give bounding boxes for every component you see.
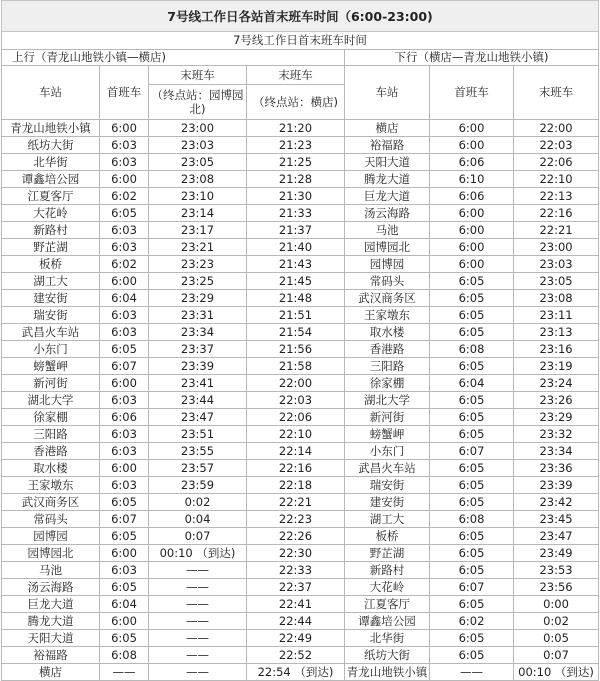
down-first-train-cell: 6:06 xyxy=(430,154,514,171)
down-station-cell: 纸坊大街 xyxy=(345,647,430,664)
down-last-train-cell: 00:10 （到达) xyxy=(514,664,599,681)
down-station-cell: 大花岭 xyxy=(345,579,430,596)
up-last-train-hengdian-cell: 22:52 xyxy=(247,647,345,664)
down-last-train-cell: 23:56 xyxy=(514,579,599,596)
down-first-train-cell: 6:05 xyxy=(430,596,514,613)
table-row xyxy=(2,511,599,528)
down-first-train-cell: 6:05 xyxy=(430,409,514,426)
table-row xyxy=(2,341,599,358)
down-first-train-cell: 6:00 xyxy=(430,256,514,273)
up-last-train-yuanboyuanbei-cell: 23:34 xyxy=(149,324,247,341)
up-first-train-cell: 6:05 xyxy=(100,205,149,222)
up-station-cell: 武汉商务区 xyxy=(2,494,100,511)
down-station-cell: 汤云海路 xyxy=(345,205,430,222)
up-last-train-yuanboyuanbei-cell: 23:47 xyxy=(149,409,247,426)
up-first-train-cell: 6:03 xyxy=(100,392,149,409)
up-first-train-cell: 6:00 xyxy=(100,273,149,290)
down-first-train-cell: 6:02 xyxy=(430,613,514,630)
table-row xyxy=(2,171,599,188)
down-last-train-cell: 23:08 xyxy=(514,290,599,307)
up-last-train-yuanboyuanbei-cell: —— xyxy=(149,596,247,613)
down-last-train-header: 末班车 xyxy=(514,66,599,120)
down-station-cell: 马池 xyxy=(345,222,430,239)
down-station-cell: 裕福路 xyxy=(345,137,430,154)
up-station-cell: 小东门 xyxy=(2,341,100,358)
up-last-train-yuanboyuanbei-cell: 23:23 xyxy=(149,256,247,273)
down-station-cell: 湖工大 xyxy=(345,511,430,528)
down-last-train-cell: 0:07 xyxy=(514,647,599,664)
down-first-train-cell: 6:00 xyxy=(430,137,514,154)
down-first-train-cell: 6:05 xyxy=(430,324,514,341)
timetable xyxy=(1,0,599,681)
down-first-train-cell: 6:05 xyxy=(430,290,514,307)
down-first-train-header: 首班车 xyxy=(430,66,514,120)
table-row xyxy=(2,528,599,545)
down-last-train-cell: 22:03 xyxy=(514,137,599,154)
down-station-cell: 三阳路 xyxy=(345,358,430,375)
up-station-cell: 湖工大 xyxy=(2,273,100,290)
up-first-train-header: 首班车 xyxy=(100,66,149,120)
down-last-train-cell: 23:32 xyxy=(514,426,599,443)
up-last-train-hengdian-cell: 21:58 xyxy=(247,358,345,375)
up-station-cell: 巨龙大道 xyxy=(2,596,100,613)
down-station-cell: 板桥 xyxy=(345,528,430,545)
table-row xyxy=(2,392,599,409)
up-last-train-hengdian-cell: 22:23 xyxy=(247,511,345,528)
up-last-train-hengdian-cell: 22:41 xyxy=(247,596,345,613)
down-last-train-cell: 23:47 xyxy=(514,528,599,545)
down-station-cell: 瑞安街 xyxy=(345,477,430,494)
up-last-train-hengdian-cell: 21:30 xyxy=(247,188,345,205)
table-row xyxy=(2,460,599,477)
table-row xyxy=(2,358,599,375)
up-last-train-yuanboyuanbei-cell: 23:05 xyxy=(149,154,247,171)
up-last-train-yuanboyuanbei-cell: 23:08 xyxy=(149,171,247,188)
down-last-train-cell: 0:02 xyxy=(514,613,599,630)
table-row xyxy=(2,664,599,681)
down-direction-header: 下行（横店—青龙山地铁小镇) xyxy=(345,50,599,66)
up-terminal-yuanboyuanbei: （终点站：园博园北) xyxy=(149,85,247,120)
up-first-train-cell: 6:03 xyxy=(100,307,149,324)
up-last-train-hengdian-cell: 22:30 xyxy=(247,545,345,562)
up-last-train-hengdian-cell: 22:10 xyxy=(247,426,345,443)
down-first-train-cell: 6:05 xyxy=(430,392,514,409)
down-last-train-cell: 23:05 xyxy=(514,273,599,290)
down-last-train-cell: 23:42 xyxy=(514,494,599,511)
table-row xyxy=(2,205,599,222)
up-first-train-cell: 6:03 xyxy=(100,154,149,171)
up-last-train-hengdian-cell: 21:51 xyxy=(247,307,345,324)
down-last-train-cell: 0:05 xyxy=(514,630,599,647)
down-first-train-cell: 6:05 xyxy=(430,273,514,290)
down-station-cell: 湖北大学 xyxy=(345,392,430,409)
up-station-cell: 瑞安街 xyxy=(2,307,100,324)
up-station-cell: 新路村 xyxy=(2,222,100,239)
up-last-train-yuanboyuanbei-cell: 23:25 xyxy=(149,273,247,290)
up-last-train-yuanboyuanbei-cell: —— xyxy=(149,647,247,664)
up-first-train-cell: 6:00 xyxy=(100,460,149,477)
up-last-train-hengdian-cell: 21:33 xyxy=(247,205,345,222)
down-first-train-cell: 6:05 xyxy=(430,460,514,477)
down-last-train-cell: 23:36 xyxy=(514,460,599,477)
down-station-cell: 螃蟹岬 xyxy=(345,426,430,443)
down-first-train-cell: 6:07 xyxy=(430,443,514,460)
down-first-train-cell: 6:00 xyxy=(430,205,514,222)
down-last-train-cell: 22:00 xyxy=(514,120,599,137)
down-last-train-cell: 22:10 xyxy=(514,171,599,188)
down-station-cell: 新路村 xyxy=(345,562,430,579)
down-first-train-cell: 6:05 xyxy=(430,545,514,562)
up-last-train-hengdian-cell: 22:06 xyxy=(247,409,345,426)
table-row xyxy=(2,545,599,562)
table-row xyxy=(2,256,599,273)
up-first-train-cell: 6:03 xyxy=(100,222,149,239)
up-last-train-yuanboyuanbei-cell: 23:29 xyxy=(149,290,247,307)
up-station-cell: 大花岭 xyxy=(2,205,100,222)
up-station-cell: 武昌火车站 xyxy=(2,324,100,341)
down-station-cell: 园博园北 xyxy=(345,239,430,256)
up-last-train-hengdian-cell: 21:56 xyxy=(247,341,345,358)
down-first-train-cell: 6:10 xyxy=(430,171,514,188)
up-last-train-yuanboyuanbei-cell: 23:55 xyxy=(149,443,247,460)
table-row xyxy=(2,375,599,392)
up-last-train-header-a: 末班车 xyxy=(149,66,247,85)
down-last-train-cell: 23:13 xyxy=(514,324,599,341)
up-station-cell: 纸坊大街 xyxy=(2,137,100,154)
down-station-cell: 武汉商务区 xyxy=(345,290,430,307)
up-last-train-yuanboyuanbei-cell: —— xyxy=(149,664,247,681)
up-last-train-yuanboyuanbei-cell: 23:51 xyxy=(149,426,247,443)
table-row xyxy=(2,596,599,613)
up-last-train-hengdian-cell: 22:03 xyxy=(247,392,345,409)
down-last-train-cell: 22:16 xyxy=(514,205,599,222)
up-first-train-cell: 6:04 xyxy=(100,596,149,613)
down-last-train-cell: 23:03 xyxy=(514,256,599,273)
down-station-cell: 徐家棚 xyxy=(345,375,430,392)
up-last-train-hengdian-cell: 21:54 xyxy=(247,324,345,341)
table-row xyxy=(2,307,599,324)
up-last-train-hengdian-cell: 22:26 xyxy=(247,528,345,545)
up-first-train-cell: 6:00 xyxy=(100,613,149,630)
up-first-train-cell: 6:06 xyxy=(100,409,149,426)
up-station-cell: 天阳大道 xyxy=(2,630,100,647)
down-first-train-cell: 6:05 xyxy=(430,494,514,511)
up-first-train-cell: 6:03 xyxy=(100,562,149,579)
table-row xyxy=(2,494,599,511)
table-subtitle: 7号线工作日首末班车时间 xyxy=(2,32,599,50)
up-station-cell: 野芷湖 xyxy=(2,239,100,256)
up-first-train-cell: 6:03 xyxy=(100,426,149,443)
up-first-train-cell: 6:00 xyxy=(100,120,149,137)
up-station-cell: 腾龙大道 xyxy=(2,613,100,630)
up-last-train-hengdian-cell: 21:45 xyxy=(247,273,345,290)
up-last-train-yuanboyuanbei-cell: 23:41 xyxy=(149,375,247,392)
down-last-train-cell: 22:21 xyxy=(514,222,599,239)
table-row xyxy=(2,290,599,307)
up-first-train-cell: 6:05 xyxy=(100,528,149,545)
down-first-train-cell: 6:05 xyxy=(430,307,514,324)
up-station-cell: 江夏客厅 xyxy=(2,188,100,205)
up-station-cell: 谭鑫培公园 xyxy=(2,171,100,188)
up-first-train-cell: 6:04 xyxy=(100,290,149,307)
down-first-train-cell: —— xyxy=(430,664,514,681)
up-last-train-hengdian-cell: 21:40 xyxy=(247,239,345,256)
up-last-train-yuanboyuanbei-cell: 23:00 xyxy=(149,120,247,137)
table-row xyxy=(2,613,599,630)
down-first-train-cell: 6:08 xyxy=(430,511,514,528)
down-first-train-cell: 6:00 xyxy=(430,120,514,137)
up-last-train-yuanboyuanbei-cell: —— xyxy=(149,630,247,647)
table-row xyxy=(2,647,599,664)
down-station-cell: 建安街 xyxy=(345,494,430,511)
up-direction-header: 上行（青龙山地铁小镇—横店) xyxy=(2,50,345,66)
down-last-train-cell: 23:11 xyxy=(514,307,599,324)
down-last-train-cell: 23:53 xyxy=(514,562,599,579)
up-last-train-hengdian-cell: 22:49 xyxy=(247,630,345,647)
down-last-train-cell: 23:16 xyxy=(514,341,599,358)
up-last-train-yuanboyuanbei-cell: —— xyxy=(149,579,247,596)
up-station-cell: 新河街 xyxy=(2,375,100,392)
up-last-train-hengdian-cell: 22:21 xyxy=(247,494,345,511)
down-station-cell: 天阳大道 xyxy=(345,154,430,171)
up-last-train-yuanboyuanbei-cell: 23:39 xyxy=(149,358,247,375)
up-last-train-yuanboyuanbei-cell: 23:03 xyxy=(149,137,247,154)
up-last-train-hengdian-cell: 22:00 xyxy=(247,375,345,392)
table-title: 7号线工作日各站首末班车时间（6:00-23:00) xyxy=(2,1,599,32)
up-first-train-cell: 6:03 xyxy=(100,443,149,460)
down-station-cell: 江夏客厅 xyxy=(345,596,430,613)
down-station-cell: 谭鑫培公园 xyxy=(345,613,430,630)
up-first-train-cell: —— xyxy=(100,664,149,681)
table-row xyxy=(2,477,599,494)
down-first-train-cell: 6:05 xyxy=(430,477,514,494)
table-row xyxy=(2,426,599,443)
down-last-train-cell: 22:06 xyxy=(514,154,599,171)
up-last-train-yuanboyuanbei-cell: 00:10 （到达) xyxy=(149,545,247,562)
up-station-cell: 香港路 xyxy=(2,443,100,460)
up-last-train-hengdian-cell: 22:33 xyxy=(247,562,345,579)
table-row xyxy=(2,443,599,460)
down-last-train-cell: 22:13 xyxy=(514,188,599,205)
down-station-cell: 新河街 xyxy=(345,409,430,426)
up-first-train-cell: 6:05 xyxy=(100,494,149,511)
down-first-train-cell: 6:04 xyxy=(430,375,514,392)
down-last-train-cell: 0:00 xyxy=(514,596,599,613)
table-row xyxy=(2,562,599,579)
down-first-train-cell: 6:00 xyxy=(430,222,514,239)
up-last-train-yuanboyuanbei-cell: 23:21 xyxy=(149,239,247,256)
down-first-train-cell: 6:05 xyxy=(430,562,514,579)
down-station-cell: 武昌火车站 xyxy=(345,460,430,477)
up-last-train-yuanboyuanbei-cell: 23:44 xyxy=(149,392,247,409)
up-station-cell: 王家墩东 xyxy=(2,477,100,494)
up-last-train-yuanboyuanbei-cell: 23:31 xyxy=(149,307,247,324)
up-last-train-yuanboyuanbei-cell: 23:14 xyxy=(149,205,247,222)
up-last-train-hengdian-cell: 21:28 xyxy=(247,171,345,188)
up-station-cell: 园博园 xyxy=(2,528,100,545)
up-last-train-yuanboyuanbei-cell: 0:07 xyxy=(149,528,247,545)
table-row xyxy=(2,324,599,341)
up-station-cell: 裕福路 xyxy=(2,647,100,664)
down-station-cell: 野芷湖 xyxy=(345,545,430,562)
up-last-train-yuanboyuanbei-cell: —— xyxy=(149,562,247,579)
down-first-train-cell: 6:05 xyxy=(430,647,514,664)
down-first-train-cell: 6:08 xyxy=(430,341,514,358)
table-row xyxy=(2,222,599,239)
up-station-cell: 青龙山地铁小镇 xyxy=(2,120,100,137)
down-station-cell: 青龙山地铁小镇 xyxy=(345,664,430,681)
down-station-cell: 王家墩东 xyxy=(345,307,430,324)
up-last-train-hengdian-cell: 21:25 xyxy=(247,154,345,171)
up-last-train-yuanboyuanbei-cell: 23:37 xyxy=(149,341,247,358)
up-last-train-yuanboyuanbei-cell: —— xyxy=(149,613,247,630)
up-first-train-cell: 6:07 xyxy=(100,358,149,375)
up-station-cell: 建安街 xyxy=(2,290,100,307)
up-first-train-cell: 6:07 xyxy=(100,511,149,528)
up-first-train-cell: 6:03 xyxy=(100,477,149,494)
down-last-train-cell: 23:26 xyxy=(514,392,599,409)
up-last-train-hengdian-cell: 22:14 xyxy=(247,443,345,460)
up-last-train-yuanboyuanbei-cell: 23:17 xyxy=(149,222,247,239)
up-last-train-hengdian-cell: 21:23 xyxy=(247,137,345,154)
up-last-train-header-b: 末班车 xyxy=(247,66,345,85)
table-row xyxy=(2,188,599,205)
down-first-train-cell: 6:05 xyxy=(430,426,514,443)
table-row xyxy=(2,154,599,171)
up-last-train-hengdian-cell: 22:44 xyxy=(247,613,345,630)
down-last-train-cell: 23:34 xyxy=(514,443,599,460)
up-last-train-hengdian-cell: 21:37 xyxy=(247,222,345,239)
down-station-cell: 园博园 xyxy=(345,256,430,273)
table-row xyxy=(2,120,599,137)
down-station-cell: 腾龙大道 xyxy=(345,171,430,188)
down-last-train-cell: 23:39 xyxy=(514,477,599,494)
down-first-train-cell: 6:00 xyxy=(430,239,514,256)
down-station-cell: 北华街 xyxy=(345,630,430,647)
up-terminal-hengdian: （终点站：横店) xyxy=(247,85,345,120)
up-station-cell: 取水楼 xyxy=(2,460,100,477)
table-row xyxy=(2,273,599,290)
up-first-train-cell: 6:03 xyxy=(100,324,149,341)
up-first-train-cell: 6:00 xyxy=(100,375,149,392)
up-first-train-cell: 6:02 xyxy=(100,256,149,273)
up-last-train-hengdian-cell: 22:16 xyxy=(247,460,345,477)
down-last-train-cell: 23:49 xyxy=(514,545,599,562)
up-station-header: 车站 xyxy=(2,66,100,120)
table-row xyxy=(2,409,599,426)
table-row xyxy=(2,579,599,596)
down-station-cell: 巨龙大道 xyxy=(345,188,430,205)
down-station-cell: 横店 xyxy=(345,120,430,137)
up-last-train-hengdian-cell: 22:37 xyxy=(247,579,345,596)
down-station-cell: 香港路 xyxy=(345,341,430,358)
down-station-cell: 常码头 xyxy=(345,273,430,290)
up-last-train-hengdian-cell: 21:43 xyxy=(247,256,345,273)
table-row xyxy=(2,239,599,256)
up-first-train-cell: 6:02 xyxy=(100,188,149,205)
up-station-cell: 园博园北 xyxy=(2,545,100,562)
down-first-train-cell: 6:06 xyxy=(430,188,514,205)
up-first-train-cell: 6:00 xyxy=(100,171,149,188)
up-station-cell: 马池 xyxy=(2,562,100,579)
up-last-train-hengdian-cell: 22:54 （到达) xyxy=(247,664,345,681)
down-first-train-cell: 6:05 xyxy=(430,528,514,545)
down-last-train-cell: 23:24 xyxy=(514,375,599,392)
up-last-train-yuanboyuanbei-cell: 0:02 xyxy=(149,494,247,511)
up-first-train-cell: 6:00 xyxy=(100,545,149,562)
up-first-train-cell: 6:03 xyxy=(100,137,149,154)
up-last-train-yuanboyuanbei-cell: 0:04 xyxy=(149,511,247,528)
down-last-train-cell: 23:00 xyxy=(514,239,599,256)
up-first-train-cell: 6:03 xyxy=(100,239,149,256)
up-last-train-hengdian-cell: 22:18 xyxy=(247,477,345,494)
up-station-cell: 徐家棚 xyxy=(2,409,100,426)
up-station-cell: 三阳路 xyxy=(2,426,100,443)
up-station-cell: 汤云海路 xyxy=(2,579,100,596)
down-last-train-cell: 23:45 xyxy=(514,511,599,528)
up-first-train-cell: 6:08 xyxy=(100,647,149,664)
up-first-train-cell: 6:05 xyxy=(100,579,149,596)
up-first-train-cell: 6:05 xyxy=(100,341,149,358)
table-row xyxy=(2,630,599,647)
timetable-sheet xyxy=(1,0,598,681)
up-station-cell: 横店 xyxy=(2,664,100,681)
down-first-train-cell: 6:05 xyxy=(430,630,514,647)
down-first-train-cell: 6:07 xyxy=(430,579,514,596)
up-last-train-hengdian-cell: 21:48 xyxy=(247,290,345,307)
up-station-cell: 常码头 xyxy=(2,511,100,528)
up-station-cell: 湖北大学 xyxy=(2,392,100,409)
up-last-train-yuanboyuanbei-cell: 23:57 xyxy=(149,460,247,477)
down-station-cell: 取水楼 xyxy=(345,324,430,341)
table-row xyxy=(2,137,599,154)
down-last-train-cell: 23:29 xyxy=(514,409,599,426)
down-last-train-cell: 23:19 xyxy=(514,358,599,375)
up-station-cell: 螃蟹岬 xyxy=(2,358,100,375)
up-station-cell: 北华街 xyxy=(2,154,100,171)
up-last-train-yuanboyuanbei-cell: 23:10 xyxy=(149,188,247,205)
down-station-header: 车站 xyxy=(345,66,430,120)
up-first-train-cell: 6:05 xyxy=(100,630,149,647)
down-station-cell: 小东门 xyxy=(345,443,430,460)
up-last-train-hengdian-cell: 21:20 xyxy=(247,120,345,137)
up-last-train-yuanboyuanbei-cell: 23:59 xyxy=(149,477,247,494)
down-first-train-cell: 6:05 xyxy=(430,358,514,375)
up-station-cell: 板桥 xyxy=(2,256,100,273)
